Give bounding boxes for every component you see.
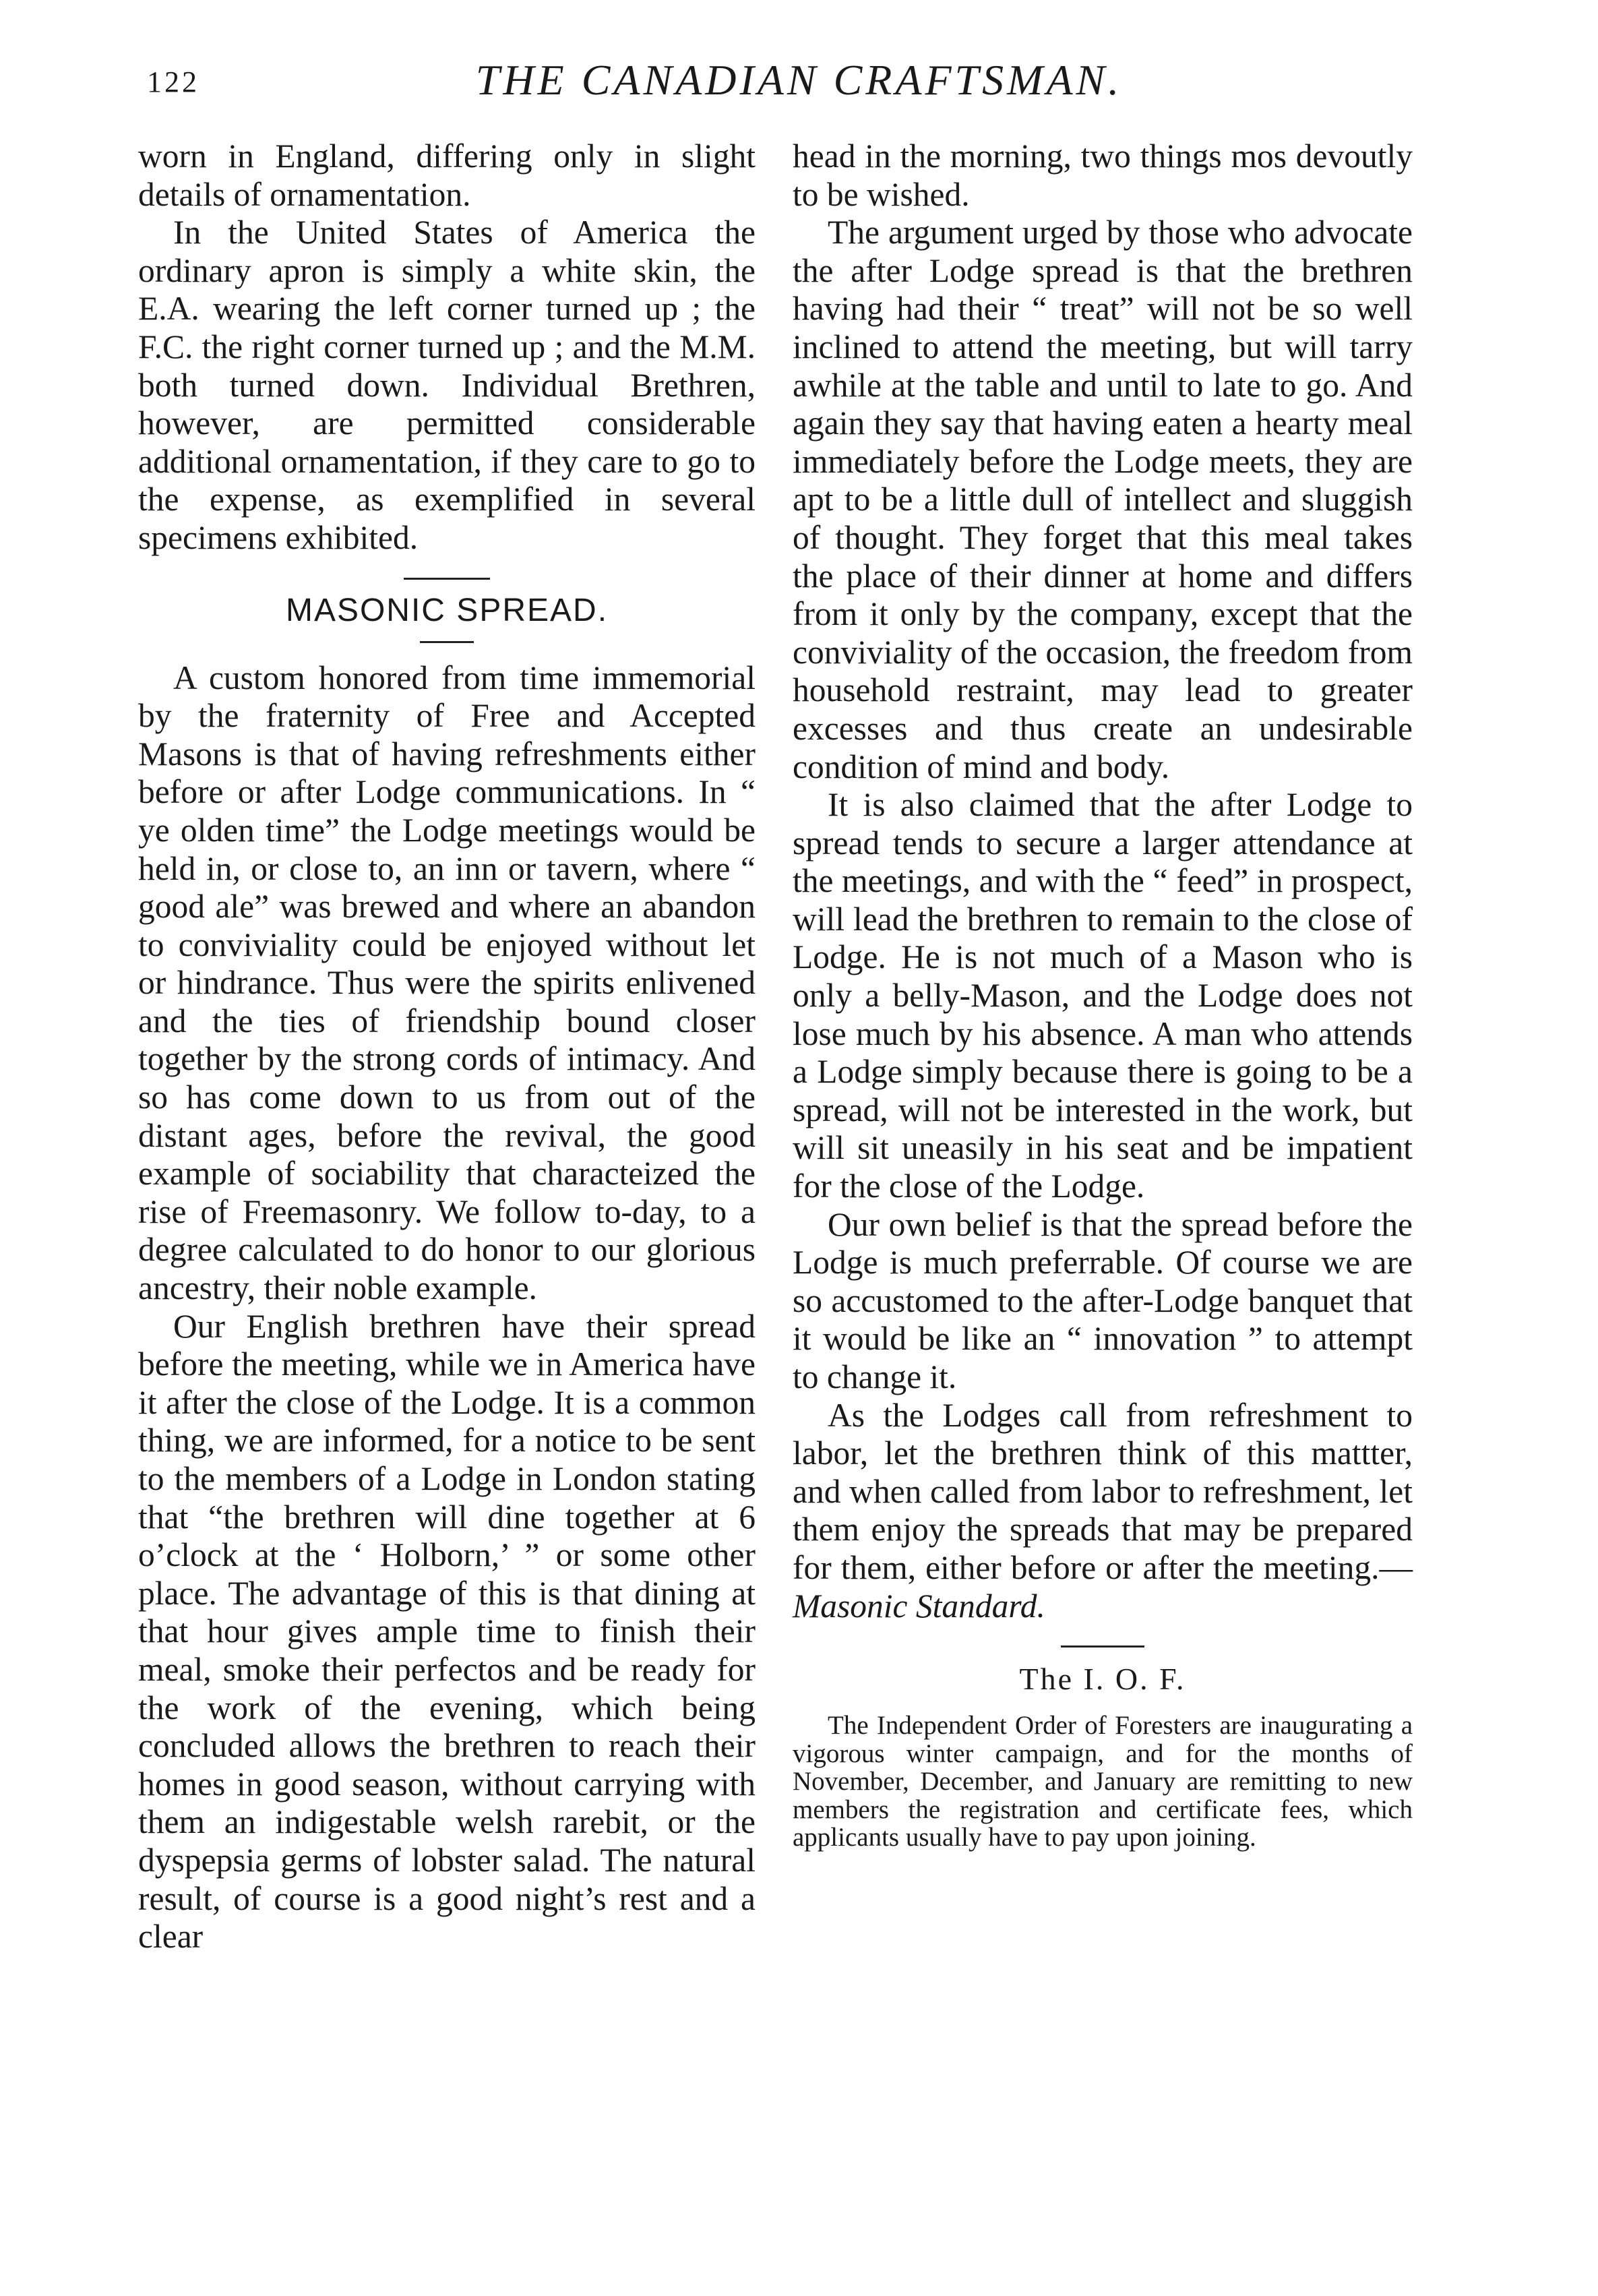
- paragraph-continued: head in the morning, two things mos devoutly to be wished.: [793, 138, 1413, 213]
- left-column: [138, 138, 756, 1956]
- page-number: 122: [147, 65, 199, 98]
- paragraph-own-belief: Our own belief is that the spread before the Lodge is much preferrable. Of course we are so accustomed to the after-Lodge banquet that it would be like an “ innovation ” to attempt to change it.: [793, 1205, 1413, 1395]
- right-column: [793, 138, 1413, 1852]
- section-heading-masonic-spread: MASONIC SPREAD.: [285, 592, 609, 628]
- section-rule: [404, 578, 490, 580]
- section-rule: [1061, 1645, 1144, 1648]
- section-heading-iof: The I. O. F.: [1019, 1662, 1186, 1697]
- paragraph-argument: The argument urged by those who advocate the after Lodge spread is that the brethren having had their “ treat” will not be so well inclined to attend the meeting, but will tarry awhile at the table and until to late to go. And again they say that having eaten a hearty meal immediately before the Lodge meets, they are apt to be a little dull of intellect and sluggish of thought. They forget that this meal takes the place of their dinner at home and differs from it only by the company, except that the conviviality of the occasion, the freedom from household restraint, may lead to greater excesses and thus create an undesirable condition of mind and body.: [793, 214, 1413, 785]
- paragraph-iof: The Independent Order of Foresters are inaugurating a vigorous winter campaign, and for the months of November, December, and January are remitting to new members the registration and certificate fees, which applicants usually have to pay upon joining.: [793, 1711, 1413, 1852]
- paragraph-us-apron: In the United States of America the ordinary apron is simply a white skin, the E.A. wearing the left corner turned up ; the F.C. the right corner turned up ; and the M.M. both turned down. Individual Brethren, however, are permitted considerable additional ornamentation, if they care to go to the expense, as exemplified in several specimens exhibited.: [138, 214, 756, 556]
- running-head: THE CANADIAN CRAFTSMAN.: [475, 56, 1123, 104]
- source-attribution: Masonic Standard.: [793, 1587, 1045, 1625]
- paragraph-custom: A custom honored from time immemorial by the fraternity of Free and Accepted Masons is that of having refreshments either before or after Lodge communications. In “ ye olden time” the Lodge meetings would be held in, or close to, an inn or tavern, where “ good ale” was brewed and where an abandon to conviviality could be enjoyed without let or hindrance. Thus were the spirits enlivened and the ties of friendship bound closer together by the strong cords of intimacy. And so has come down to us from out of the distant ages, before the revival, the good example of sociability that characteized the rise of Freemasonry. We follow to-day, to a degree calculated to do honor to our glorious ancestry, their noble example.: [138, 659, 756, 1307]
- paragraph-english-brethren: Our English brethren have their spread before the meeting, while we in America have it after the close of the Lodge. It is a common thing, we are informed, for a notice to be sent to the members of a Lodge in London stating that “the brethren will dine together at 6 o’clock at the ‘ Holborn,’ ” or some other place. The advantage of this is that dining at that hour gives ample time to finish their meal, smoke their perfectos and be ready for the work of the evening, which being concluded allows the brethren to reach their homes in good season, without carrying with them an indigestable welsh rarebit, or the dyspepsia germs of lobster salad. The natural result, of course is a good night’s rest and a clear: [138, 1307, 756, 1956]
- paragraph-also-claimed: It is also claimed that the after Lodge to spread tends to secure a larger attendance at the meetings, and with the “ feed” in prospect, will lead the brethren to remain to the close of Lodge. He is not much of a Mason who is only a belly-Mason, and the Lodge does not lose much by his absence. A man who attends a Lodge simply because there is going to be a spread, will not be interested in the work, but will sit uneasily in his seat and be impatient for the close of the Lodge.: [793, 786, 1413, 1205]
- conclusion-text: As the Lodges call from refreshment to labor, let the brethren think of this mattter, and when called from labor to refreshment, let them enjoy the spreads that may be prepared for them, either before or after the meeting.—: [793, 1396, 1413, 1586]
- paragraph-conclusion: [793, 1397, 1413, 1626]
- paragraph-apron-continued: worn in England, differing only in slight details of ornamentation.: [138, 138, 756, 213]
